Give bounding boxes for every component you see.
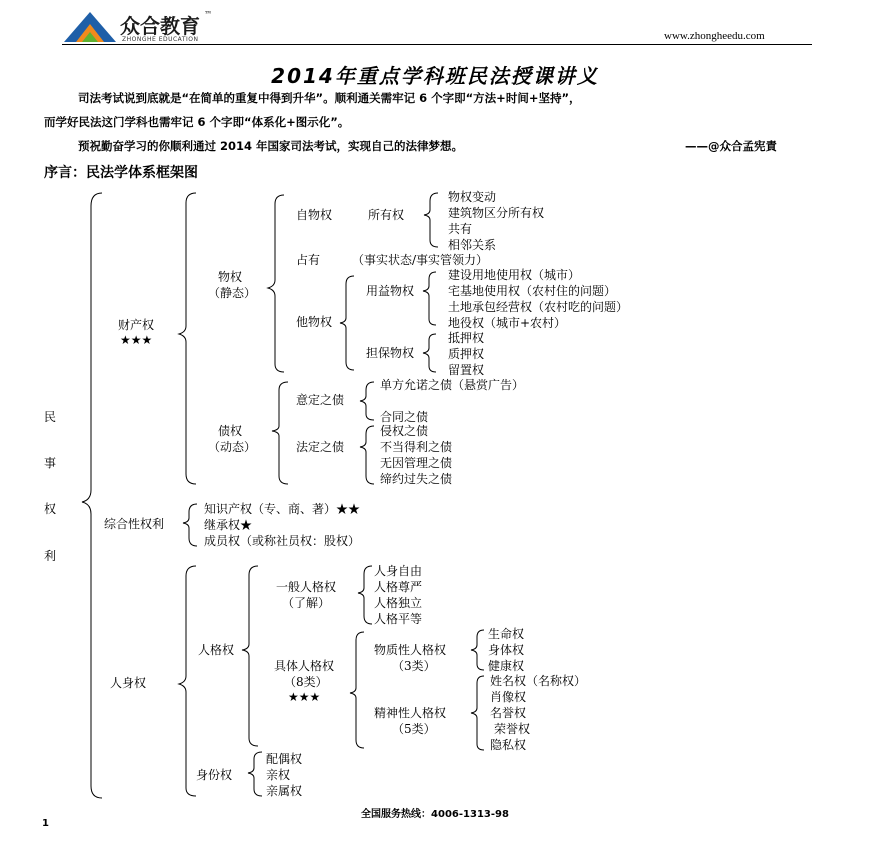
comprehensive-item-2: 继承权★	[204, 518, 253, 532]
security-item-1: 抵押权	[448, 331, 485, 345]
material-personality-label: 物质性人格权	[374, 643, 447, 657]
statutory-item-3: 无因管理之债	[380, 456, 453, 470]
intentional-debt-label: 意定之债	[296, 393, 345, 407]
ownership-item-1: 物权变动	[448, 190, 497, 204]
spiritual-personality-label: 精神性人格权	[374, 706, 447, 720]
possession-label: 占有	[296, 253, 321, 267]
specific-personality-label: 具体人格权	[274, 659, 335, 673]
section-title: 序言：民法学体系框架图	[44, 165, 198, 181]
identity-right-label: 身份权	[196, 768, 233, 782]
general-personality-label: 一般人格权	[276, 580, 337, 594]
general-item-1: 人身自由	[374, 564, 423, 578]
general-item-3: 人格独立	[374, 596, 423, 610]
spiritual-item-1: 姓名权（名称权）	[490, 674, 587, 688]
site-url[interactable]: www.zhongheedu.com	[664, 30, 765, 42]
logo-text: 众合教育	[120, 14, 200, 38]
self-right-label: 自物权	[296, 208, 333, 222]
spiritual-item-3: 名誉权	[490, 706, 527, 720]
real-right-label: 物权	[218, 270, 243, 284]
spiritual-item-5: 隐私权	[490, 738, 527, 752]
material-personality-sub: （3类）	[392, 659, 436, 673]
material-item-2: 身体权	[488, 643, 525, 657]
intro-line-3: 预祝勤奋学习的你顺利通过 2014 年国家司法考试，实现自己的法律梦想。	[78, 139, 464, 153]
root-char-3: 权	[44, 502, 57, 516]
specific-personality-sub: （8类）	[284, 675, 328, 689]
specific-personality-stars: ★★★	[288, 690, 321, 704]
intentional-item-1: 单方允诺之债（悬赏广告）	[380, 378, 525, 392]
other-right-label: 他物权	[296, 315, 333, 329]
logo-trademark: ™	[204, 10, 212, 19]
comprehensive-item-1: 知识产权（专、商、著）★★	[204, 502, 361, 516]
personal-right-label: 人身权	[110, 676, 147, 690]
statutory-item-2: 不当得利之债	[380, 440, 453, 454]
root-char-1: 民	[44, 410, 57, 424]
spiritual-item-2: 肖像权	[490, 690, 527, 704]
intentional-item-2: 合同之债	[380, 410, 429, 424]
statutory-debt-label: 法定之债	[296, 440, 345, 454]
general-personality-sub: （了解）	[282, 596, 331, 610]
real-right-sub: （静态）	[208, 286, 257, 300]
comprehensive-right-label: 综合性权利	[104, 517, 165, 531]
page-number: 1	[42, 818, 49, 829]
document-title: 2014年重点学科班民法授课讲义	[271, 64, 599, 88]
intro-signature: ——@众合孟宪責	[685, 139, 777, 153]
ownership-label: 所有权	[368, 208, 405, 222]
intro-line-1: 司法考试说到底就是“在简单的重复中得到升华”。顺利通关需牢记 6 个字即“方法+时间+坚持”，	[78, 91, 581, 105]
material-item-1: 生命权	[488, 627, 525, 641]
property-right-label: 财产权	[118, 318, 155, 332]
creditor-right-label: 债权	[218, 424, 243, 438]
intro-line-2: 而学好民法这门学科也需牢记 6 个字即“体系化+图示化”。	[44, 115, 350, 129]
root-char-2: 事	[44, 456, 57, 470]
logo-subtitle: ZHONGHE EDUCATION	[122, 36, 199, 43]
possession-note: （事实状态/事实管领力）	[352, 253, 489, 267]
identity-item-1: 配偶权	[266, 752, 303, 766]
usufruct-item-2: 宅基地使用权（农村住的问题）	[448, 284, 617, 298]
usufruct-item-1: 建设用地使用权（城市）	[448, 268, 581, 282]
comprehensive-item-3: 成员权（或称社员权：股权）	[204, 534, 361, 548]
statutory-item-1: 侵权之债	[380, 424, 429, 438]
ownership-item-2: 建筑物区分所有权	[448, 206, 545, 220]
security-item-2: 质押权	[448, 347, 485, 361]
spiritual-personality-sub: （5类）	[392, 722, 436, 736]
ownership-item-3: 共有	[448, 222, 473, 236]
material-item-3: 健康权	[488, 659, 525, 673]
usufruct-item-3: 土地承包经营权（农村吃的问题）	[448, 300, 629, 314]
creditor-right-sub: （动态）	[208, 440, 257, 454]
service-hotline: 全国服务热线：4006-1313-98	[361, 809, 509, 820]
spiritual-item-4: 荣誉权	[494, 722, 531, 736]
usufruct-label: 用益物权	[366, 284, 415, 298]
identity-item-2: 亲权	[266, 768, 291, 782]
security-label: 担保物权	[366, 346, 415, 360]
usufruct-item-4: 地役权（城市+农村）	[448, 316, 567, 330]
general-item-2: 人格尊严	[374, 580, 423, 594]
security-item-3: 留置权	[448, 363, 485, 377]
general-item-4: 人格平等	[374, 612, 423, 626]
root-char-4: 利	[44, 549, 57, 563]
property-right-stars: ★★★	[120, 333, 153, 347]
personality-right-label: 人格权	[198, 643, 235, 657]
identity-item-3: 亲属权	[266, 784, 303, 798]
ownership-item-4: 相邻关系	[448, 238, 497, 252]
statutory-item-4: 缔约过失之债	[380, 472, 453, 486]
